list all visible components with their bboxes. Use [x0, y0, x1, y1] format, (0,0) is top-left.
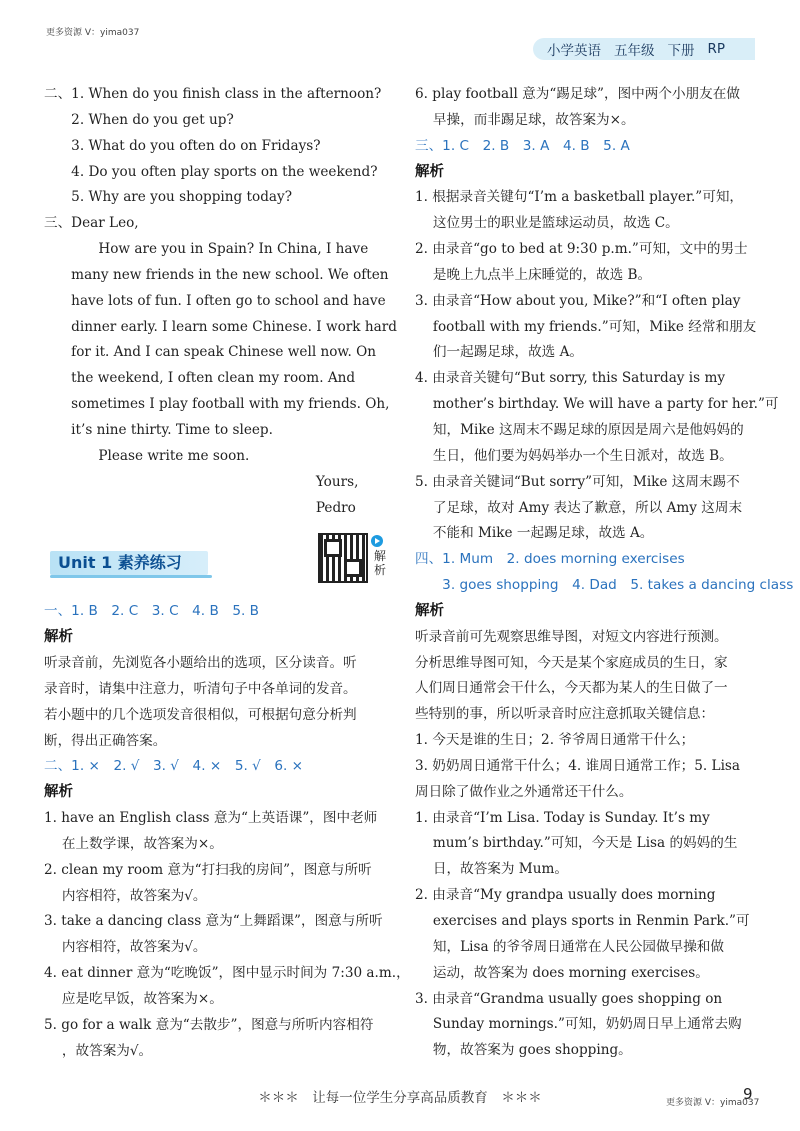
text-line: 人们周日通常会干什么，今天都为某人的生日做了一	[415, 680, 728, 697]
text-line: 6. play football 意为“踢足球”，图中两个小朋友在做	[415, 86, 740, 102]
text-line: mother’s birthday. We will have a party for her.”可	[415, 396, 779, 413]
text-line: ，故答案为√。	[44, 1042, 153, 1059]
text-line: the weekend, I often clean my room. And	[44, 370, 356, 387]
text-line: sometimes I play football with my friends. Oh,	[44, 396, 390, 413]
text-line: 这位男士的职业是篮球运动员，故选 C。	[415, 215, 679, 232]
text-line: 录音时，请集中注意力，听清句子中各单词的发音。	[44, 680, 357, 697]
answers-part4a: 四、1. Mum 2. does morning exercises	[415, 551, 685, 568]
top-resource-note: 更多资源 V：yima037	[46, 28, 140, 38]
text-line: Please write me soon.	[44, 447, 250, 464]
text-line: Sunday mornings.”可知，奶奶周日早上通常去购	[415, 1016, 742, 1033]
text-line: 1. 由录音“I’m Lisa. Today is Sunday. It’s my	[415, 809, 710, 826]
text-line: 2. 由录音“go to bed at 9:30 p.m.”可知，文中的男士	[415, 241, 748, 258]
header-edition: RP	[707, 41, 726, 57]
text-line: Pedro	[44, 499, 356, 516]
text-line: 3. take a dancing class 意为“上舞蹈课”，图意与所听	[44, 913, 383, 930]
text-line: 早操，而非踢足球，故答案为×。	[415, 111, 635, 128]
left-column	[44, 82, 410, 1065]
text-line: 若小题中的几个选项发音很相似，可根据句意分析判	[44, 706, 357, 723]
text-line: Yours,	[44, 473, 359, 490]
header-volume: 下册	[667, 43, 695, 59]
text-line: 们一起踢足球，故选 A。	[415, 344, 583, 361]
text-line: 3. 奶奶周日通常干什么；4. 谁周日通常工作；5. Lisa	[415, 757, 741, 774]
text-line: 二、1. When do you finish class in the afternoon?	[44, 86, 382, 102]
header-bar	[533, 38, 755, 60]
play-icon[interactable]	[371, 535, 383, 547]
answers-part3: 三、1. C 2. B 3. A 4. B 5. A	[415, 137, 630, 154]
answers-part4b: 3. goes shopping 4. Dad 5. takes a dancing class	[415, 577, 794, 594]
qr-code[interactable]	[318, 533, 368, 583]
text-line: 1. have an English class 意为“上英语课”，图中老师	[44, 810, 378, 827]
text-line: 知，Mike 这周末不踢足球的原因是周六是他妈妈的	[415, 421, 744, 438]
text-line: 物，故答案为 goes shopping。	[415, 1042, 632, 1059]
text-line: 日，故答案为 Mum。	[415, 861, 568, 878]
unit-title: Unit 1 素养练习	[50, 551, 208, 575]
analysis-label: 解析	[44, 629, 73, 646]
bottom-resource-note: 更多资源 V：yima037	[666, 1098, 760, 1108]
text-line: 生日，他们要为妈妈举办一个生日派对，故选 B。	[415, 447, 733, 464]
text-line: for it. And I can speak Chinese well now. On	[44, 344, 376, 361]
right-column	[415, 82, 794, 1064]
text-line: 些特别的事，所以听录音时应注意抓取关键信息：	[415, 706, 715, 723]
footer-slogan: ＊＊＊ 让每一位学生分享高品质教育 ＊＊＊	[258, 1090, 542, 1106]
text-line: 运动，故答案为 does morning exercises。	[415, 964, 709, 981]
text-line: 知，Lisa 的爷爷周日通常在人民公园做早操和做	[415, 938, 724, 955]
text-line: 在上数学课，故答案为×。	[44, 835, 223, 852]
text-line: 3. What do you often do on Fridays?	[44, 137, 321, 154]
left-top-block	[44, 82, 397, 521]
analysis-label: 解析	[415, 602, 444, 619]
text-line: 听录音前，先浏览各小题给出的选项，区分读音。听	[44, 655, 357, 672]
unit-title-row	[44, 521, 389, 599]
text-line: How are you in Spain? In China, I have	[44, 241, 369, 258]
text-line: 2. clean my room 意为“打扫我的房间”，图意与所听	[44, 861, 372, 878]
text-line: 2. When do you get up?	[44, 111, 234, 128]
text-line: many new friends in the new school. We often	[44, 266, 389, 283]
text-line: 3. 由录音“How about you, Mike?”和“I often play	[415, 292, 741, 309]
text-line: 听录音前可先观察思维导图，对短文内容进行预测。	[415, 628, 728, 645]
text-line: 4. Do you often play sports on the weekend?	[44, 163, 378, 180]
text-line: dinner early. I learn some Chinese. I work hard	[44, 318, 397, 335]
header-subject: 小学英语	[547, 43, 601, 59]
text-line: 4. 由录音关键句“But sorry, this Saturday is my	[415, 370, 726, 387]
text-line: exercises and plays sports in Renmin Park.”可	[415, 913, 750, 929]
text-line: 3. 由录音“Grandma usually goes shopping on	[415, 990, 723, 1007]
page-number: 9	[743, 1085, 753, 1103]
answers-part2: 二、1. × 2. √ 3. √ 4. × 5. √ 6. ×	[44, 758, 304, 775]
text-line: 4. eat dinner 意为“吃晚饭”，图中显示时间为 7:30 a.m.，	[44, 965, 410, 982]
text-line: it’s nine thirty. Time to sleep.	[44, 421, 273, 438]
header-grade: 五年级	[614, 43, 655, 59]
text-line: mum’s birthday.”可知，今天是 Lisa 的妈妈的生	[415, 835, 738, 852]
text-line: 2. 由录音“My grandpa usually does morning	[415, 887, 716, 904]
text-line: 三、Dear Leo,	[44, 215, 139, 232]
text-line: 是晚上九点半上床睡觉的，故选 B。	[415, 266, 652, 283]
text-line: 分析思维导图可知，今天是某个家庭成员的生日，家	[415, 654, 728, 671]
text-line: 应是吃早饭，故答案为×。	[44, 991, 223, 1007]
text-line: 内容相符，故答案为√。	[44, 939, 207, 956]
text-line: 1. 根据录音关键句“I’m a basketball player.”可知，	[415, 189, 744, 206]
qr-label: 解析	[374, 549, 387, 578]
text-line: 内容相符，故答案为√。	[44, 887, 207, 904]
text-line: football with my friends.”可知，Mike 经常和朋友	[415, 318, 757, 335]
text-line: 5. Why are you shopping today?	[44, 189, 292, 206]
text-line: have lots of fun. I often go to school and have	[44, 292, 386, 309]
analysis-label: 解析	[44, 784, 73, 801]
text-line: 周日除了做作业之外通常还干什么。	[415, 783, 633, 800]
analysis-label: 解析	[415, 163, 444, 180]
text-line: 5. go for a walk 意为“去散步”，图意与所听内容相符	[44, 1016, 374, 1033]
text-line: 了足球，故对 Amy 表达了歉意，所以 Amy 这周末	[415, 499, 743, 516]
text-line: 不能和 Mike 一起踢足球，故选 A。	[415, 525, 654, 542]
answers-part1: 一、1. B 2. C 3. C 4. B 5. B	[44, 603, 259, 620]
text-line: 断，得出正确答案。	[44, 732, 167, 749]
text-line: 5. 由录音关键词“But sorry”可知，Mike 这周末踢不	[415, 473, 740, 490]
text-line: 1. 今天是谁的生日；2. 爷爷周日通常干什么；	[415, 732, 695, 749]
